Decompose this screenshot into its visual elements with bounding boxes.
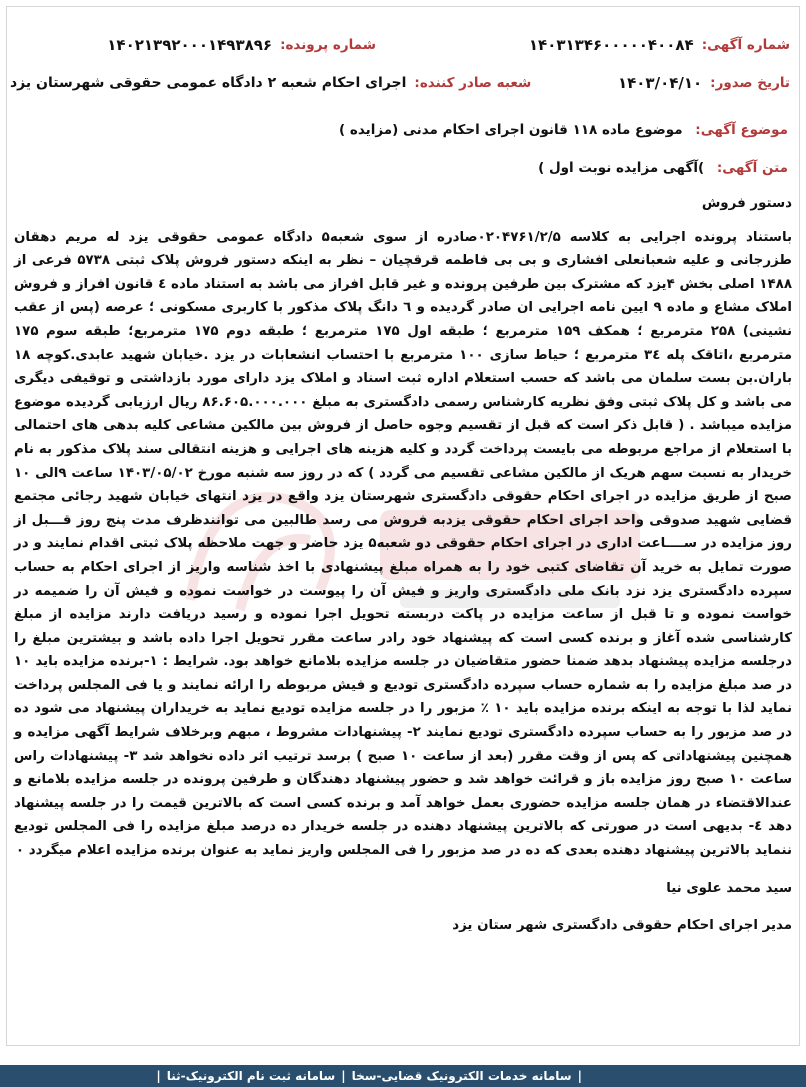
ad-subject: [18, 122, 788, 138]
ad-content: [14, 192, 792, 938]
body-label-value: )آگهی مزایده نوبت اول ): [538, 160, 705, 176]
ad-body-header: [18, 160, 788, 176]
issuing-branch-label: شعبه صادر کننده:: [414, 75, 532, 91]
subject-label: موضوع آگهی:: [695, 122, 788, 138]
case-number-cell: [10, 36, 396, 54]
ad-number-label: شماره آگهی:: [701, 37, 790, 53]
header-row-ad-case: [10, 36, 796, 54]
footer-bar: [0, 1065, 806, 1087]
issuing-branch-cell: [10, 75, 551, 91]
signatory-name: سید محمد علوی نیا: [666, 880, 792, 896]
header-row-date-branch: [10, 74, 796, 92]
issue-date-label: تاریخ صدور:: [710, 75, 790, 91]
ad-main-text: باستناد پرونده اجرایی به کلاسه ۰۲۰۴۷۶۱/۲/۵صادره از سوی شعبه۵ دادگاه عمومی حقوقی یزد له مریم دهقان طزرجانی و علیه شعبانعلی افشاری و بی بی فاطمه قرقچیان – نظر به اینکه دستور فروش پلاک ثبتی ۵۷۳۸ فرعی از ۱۴۸۸ اصلی بخش ۴یزد که مشترک بین طرفین پرونده و غیر قابل افراز می باشد به استناد ماده ٤ قانون افراز و فروش املاک مشاع و ماده ۹ ایین نامه اجرایی ان صادر گردیده و ٦ دانگ پلاک مذکور با کاربری مسکونی ؛ عرصه (پس از عقب نشینی) ۲۵۸ مترمربع ؛ همکف ۱۵۹ مترمربع ؛ طبقه اول ۱۷۵ مترمربع ؛ طبقه دوم ۱۷۵ مترمربع؛ طبقه سوم ۱۷۵ مترمربع ،اتاقک پله ۳٤ مترمربع ؛ حیاط سازی ۱۰۰ مترمربع با احتساب انشعابات در یزد .خیابان شهید عابدی.کوچه ۱۸ باران.بن بست سلمان می باشد که حسب استعلام اداره ثبت اسناد و املاک یزد دارای مورد بازداشتی و توقیفی دیگری می باشد و کل پلاک ثبتی وفق نظریه کارشناس رسمی دادگستری به مبلغ ۸۶.۶۰۵.۰۰۰.۰۰۰ ریال ارزیابی گردیده موضوع مزایده میباشد . ( قابل ذکر است که قبل از تقسیم وجوه حاصل از فروش بین مالکین مشاعی کلیه بدهی های احتمالی با استعلام از مراجع مربوطه می بایست پرداخت گردد و کلیه هزینه های اجرایی و هزینه انتقالی سند پلاک مذکور به نام خریدار به نسبت سهم هریک از مالکین مشاعی تقسیم می گردد ) که در روز سه شنبه مورخ ۱۴۰۳/۰۵/۰۲ ساعت ۹الی ۱۰ صبح از طریق مزایده در اجرای احکام حقوقی دادگستری شهرستان یزد واقع در یزد انتهای خیابان شهید رجائی مجتمع قضایی شهید صدوقی واحد اجرای احکام حقوقی یزدبه فروش می رسد طالبین می توانندظرف مدت پنج روز قـــبل از روز مزایده در ســــاعت اداری در اجرای احکام حقوقی دو شعبه۵ یزد حاضر و جهت ملاحظه پلاک ثبتی اقدام نمایند و در صورت تمایل به خرید آن تقاضای کتبی خود را به همراه مبلغ پیشنهادی با اخذ شناسه واریز از اجرای احکام به حساب سپرده دادگستری یزد نزد بانک ملی دادگستری واریز و فیش آن را پیوست در خواست نموده و فیش آن را ضمیمه در خواست نموده و تا قبل از ساعت مزایده در پاکت دربسته تحویل اجرا نموده و رسید دریافت دارند مزایده از مبلغ کارشناسی شده آغاز و برنده کسی است که پیشنهاد خود رادر ساعت مقرر تحویل اجرا داده باشد و بیشترین مبلغ را درجلسه مزایده پیشنهاد بدهد ضمنا حضور متقاضیان در جلسه مزایده بلامانع خواهد بود. شرایط : ۱-برنده مزایده باید ۱۰ در صد مبلغ مزایده را به شماره حساب سپرده دادگستری تودیع و فیش مربوطه را ارائه نمایند و یا فی المجلس پرداخت نماید لذا با توجه به اینکه برنده مزایده باید ۱۰ ٪ مزبور را در جلسه مزایده تودیع نماید به خریداران پیشنهاد می شود ده در صد مزبور را به حساب سپرده دادگستری تودیع نمایند ۲- پیشنهادات مشروط ، مبهم وبرخلاف شرایط آگهی مزایده و همچنین پیشنهاداتی که پس از وقت مقرر (بعد از ساعت ۱۰ صبح ) برسد ترتیب اثر داده نخواهد شد ۳- پیشنهادات راس ساعت ۱۰ صبح روز مزایده باز و قرائت خواهد شد و حضور پیشنهاد دهندگان و طرفین پرونده در جلسه مزایده بلامانع و عندالاقتضاء در همان جلسه مزایده حضوری بعمل خواهد آمد و برنده کسی است که بالاترین قیمت را در جلسه پیشنهاد دهد ٤- بدیهی است در صورتی که بالاترین پیشنهاد دهنده در جلسه خریدار ده درصد مبلغ مزایده را فی المجلس تودیع ننماید بالاترین پیشنهاد دهنده بعدی که ده در صد مزبور را فی المجلس واریز نماید به عنوان برنده مزایده اعلام میگردد ۰: [14, 229, 793, 859]
issue-date-value: ۱۴۰۳/۰۴/۱۰: [617, 74, 703, 92]
signatory-title: مدیر اجرای احکام حقوقی دادگستری شهر ستان یزد: [452, 918, 792, 934]
footer-link-sakha[interactable]: سامانه خدمات الکترونیک قضایی-سخا: [351, 1069, 572, 1083]
ad-number-cell: [396, 36, 796, 54]
subject-value: موضوع ماده ۱۱۸ قانون اجرای احکام مدنی (مزایده ): [339, 122, 683, 138]
footer-link-sana[interactable]: سامانه ثبت نام الکترونیک-ثنا: [166, 1069, 336, 1083]
body-label: متن آگهی:: [716, 160, 788, 176]
case-number-value: ۱۴۰۲۱۳۹۲۰۰۰۱۴۹۳۸۹۶: [107, 36, 273, 54]
ad-number-value: ۱۴۰۳۱۳۴۶۰۰۰۰۰۴۰۰۸۴: [528, 36, 694, 54]
issuing-branch-value: اجرای احکام شعبه ۲ دادگاه عمومی حقوقی شهرستان یزد: [10, 75, 407, 91]
footer-separator-right: |: [577, 1069, 582, 1083]
footer-separator-middle: |: [341, 1069, 346, 1083]
footer-separator-left: |: [156, 1069, 161, 1083]
case-number-label: شماره پرونده:: [280, 37, 376, 53]
issue-date-cell: [551, 74, 796, 92]
instruction-title: دستور فروش: [701, 196, 792, 211]
